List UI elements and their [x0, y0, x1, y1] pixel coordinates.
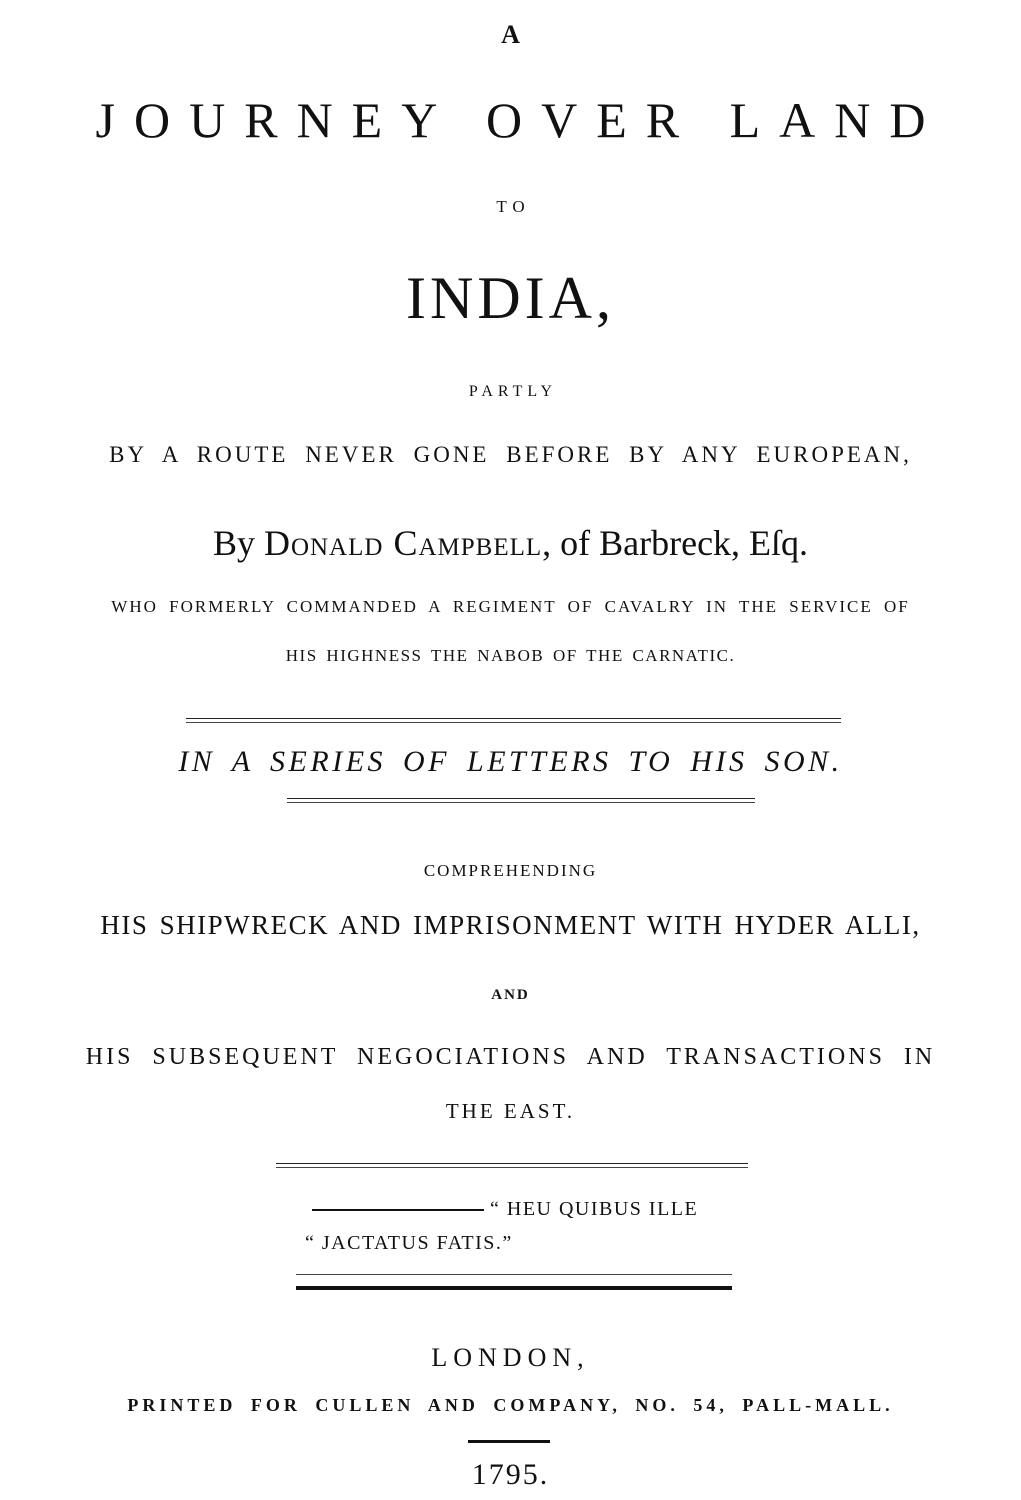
epigraph-line-1: [312, 1198, 698, 1221]
comprehending-label: COMPREHENDING: [423, 861, 598, 880]
thick-rule: [296, 1286, 732, 1290]
short-rule: [468, 1440, 550, 1443]
epigraph-line-2: “ JACTATUS FATIS.”: [305, 1232, 513, 1254]
subject-line-2: HIS SUBSEQUENT NEGOCIATIONS AND TRANSACTIONS IN: [85, 1044, 936, 1070]
author-description-1: WHO FORMERLY COMMANDED A REGIMENT OF CAVALRY IN THE SERVICE OF: [111, 597, 910, 616]
author-of: , of Barbreck, Eſq.: [542, 523, 809, 563]
double-rule: [287, 798, 755, 803]
subtitle-route: BY A ROUTE NEVER GONE BEFORE BY ANY EUROPEAN,: [109, 442, 912, 467]
imprint-city: LONDON,: [431, 1343, 590, 1372]
subject-line-1: HIS SHIPWRECK AND IMPRISONMENT WITH HYDER ALLI,: [100, 910, 921, 940]
author-by: By: [212, 523, 255, 563]
double-rule: [186, 718, 841, 723]
conjunction-and: AND: [491, 987, 530, 1003]
title-to: TO: [496, 197, 531, 216]
subject-line-3: THE EAST.: [445, 1099, 576, 1123]
subtitle-partly: PARTLY: [468, 383, 558, 400]
imprint-year: 1795.: [471, 1458, 550, 1491]
title-destination: INDIA,: [406, 265, 615, 331]
main-title: JOURNEY OVER LAND: [95, 92, 945, 148]
imprint-printer: PRINTED FOR CULLEN AND COMPANY, NO. 54, PALL-MALL.: [127, 1395, 894, 1415]
epigraph-text-1: “ HEU QUIBUS ILLE: [490, 1198, 699, 1220]
thin-rule: [296, 1274, 732, 1275]
author-line: [0, 525, 1021, 561]
series-line: IN A SERIES OF LETTERS TO HIS SON.: [178, 745, 843, 778]
author-name: Donald Campbell: [263, 523, 543, 563]
double-rule: [276, 1163, 748, 1168]
title-article: A: [501, 20, 520, 49]
author-description-2: HIS HIGHNESS THE NABOB OF THE CARNATIC.: [285, 646, 736, 665]
epigraph-dash: [312, 1209, 484, 1211]
